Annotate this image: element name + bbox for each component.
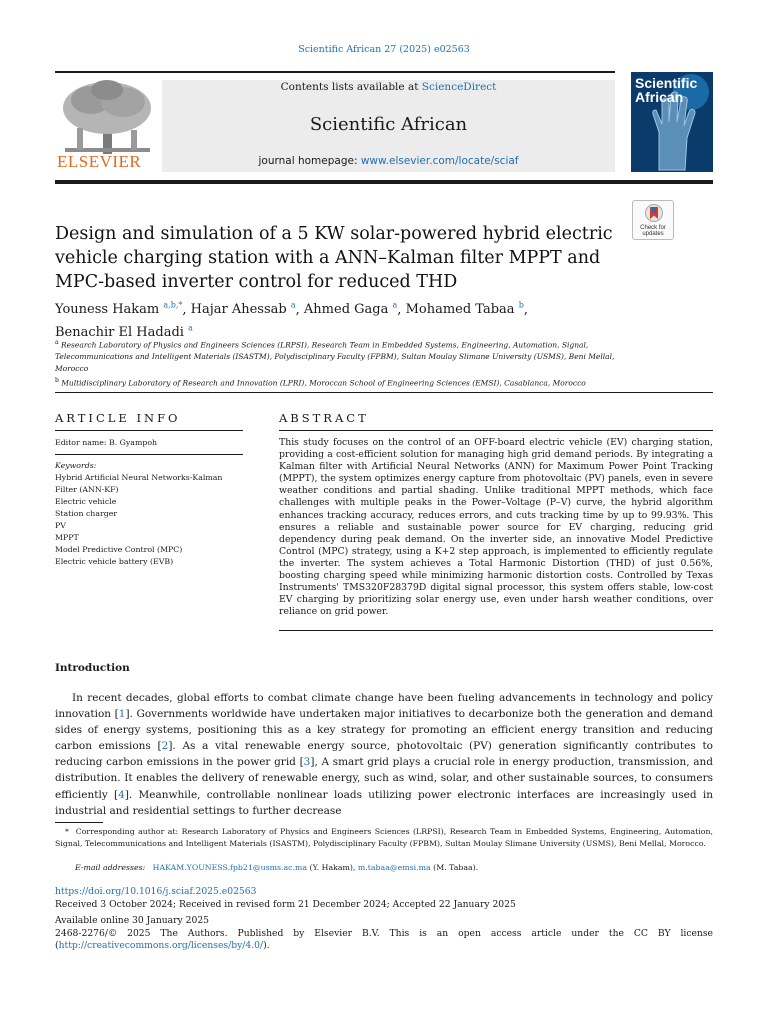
journal-homepage bbox=[162, 155, 615, 167]
citation-link[interactable]: 1 bbox=[118, 708, 126, 721]
journal-cover[interactable] bbox=[631, 72, 713, 172]
elsevier-logo bbox=[55, 78, 160, 174]
license-statement: 2468-2276/© 2025 The Authors. Published by Elsevier B.V. This is an open access article under the CC BY license bbox=[55, 928, 713, 939]
affiliation-a: $^a$ Research Laboratory of Physics and Engineers Sciences (LRPSI), Research Team in Embedded Systems, Engineering, Automation, Signal, Telecommunications and Intelligent Materials (ISASTM), Polydisciplinary Faculty (FPBM), Sultan Moulay Slimane University (USMS), Beni Mellal, Morocco bbox=[55, 339, 615, 373]
bookmark-icon bbox=[645, 204, 663, 222]
abstract-top-rule bbox=[279, 430, 713, 431]
introduction-paragraph: In recent decades, global efforts to combat climate change have been fueling advancements in technology and policy innovation [1]. Governments worldwide have undertaken major initiatives to decarbonize both the generation and demand sides of energy systems, positioning this as a key strategy for promoting an efficient energy transition and reducing carbon emissions [2]. As a vital renewable energy source, photovoltaic (PV) generation significantly contributes to reducing carbon emissions in the power grid [3], A smart grid plays a crucial role in energy production, transmission, and distribution. It enables the delivery of renewable energy, such as wind, solar, and other sustainable sources, to consumers efficiently [4]. Meanwhile, controllable nonlinear loads utilizing power electronic interfaces are increasingly used in industrial and residential settings to further decrease bbox=[55, 692, 714, 817]
online-date: Available online 30 January 2025 bbox=[55, 915, 210, 926]
author[interactable]: Youness Hakam $^{a,b,*}$ bbox=[55, 301, 183, 318]
keywords-rule bbox=[55, 454, 243, 455]
cover-title: Scientific African bbox=[635, 75, 698, 105]
email-label: E-mail addresses: bbox=[75, 863, 146, 872]
editor-name: Editor name: B. Gyampoh bbox=[55, 438, 158, 447]
elsevier-wordmark: ELSEVIER bbox=[57, 152, 142, 171]
abstract-heading: ABSTRACT bbox=[279, 411, 369, 425]
license-url-line: (http://creativecommons.org/licenses/by/4.0/). bbox=[55, 940, 270, 951]
keyword: Station charger bbox=[55, 509, 118, 518]
author[interactable]: Hajar Ahessab $^a$ bbox=[190, 301, 296, 318]
homepage-link[interactable]: www.elsevier.com/locate/sciaf bbox=[360, 155, 519, 167]
keyword-list bbox=[55, 472, 243, 568]
email-addresses: E-mail addresses: HAKAM.YOUNESS.fpb21@usms.ac.ma (Y. Hakam), m.tabaa@emsi.ma (M. Tabaa). bbox=[75, 863, 479, 872]
footnote-rule bbox=[55, 822, 103, 823]
sciencedirect-link[interactable]: ScienceDirect bbox=[421, 81, 497, 93]
article-info-rule bbox=[55, 430, 243, 431]
introduction-heading: Introduction bbox=[55, 662, 130, 674]
corresponding-author-footnote: * Corresponding author at: Research Laboratory of Physics and Engineers Sciences (LRPSI), Research Team in Embedded Systems, Engineering, Automation, Signal, Telecommunications and Intelligent Materials (ISASTM), Polydisciplinary Faculty (FPBM), Sultan Moulay Slimane University (USMS), Beni Mellal, Morocco. bbox=[55, 827, 713, 848]
citation-link[interactable]: 2 bbox=[161, 740, 169, 753]
keyword: Electric vehicle battery (EVB) bbox=[55, 557, 174, 566]
received-dates: Received 3 October 2024; Received in revised form 21 December 2024; Accepted 22 January 2025 bbox=[55, 899, 516, 910]
article-info-heading: ARTICLE INFO bbox=[55, 411, 181, 425]
elsevier-tree-icon bbox=[55, 78, 160, 156]
author-list: Youness Hakam $^{a,b,*}$, Hajar Ahessab $^a$, Ahmed Gaga $^a$, Mohamed Tabaa $^b$, Benachir El Hadadi $^a$ bbox=[55, 301, 528, 340]
doi-link[interactable]: https://doi.org/10.1016/j.sciaf.2025.e02563 bbox=[55, 886, 257, 897]
paper-title: Design and simulation of a 5 KW solar-powered hybrid electric vehicle charging station with a ANN–Kalman filter MPPT and MPC-based inverter control for reduced THD bbox=[55, 224, 613, 292]
license-link[interactable]: http://creativecommons.org/licenses/by/4.0/ bbox=[58, 940, 264, 951]
check-for-updates-label: Check for updates bbox=[640, 225, 666, 237]
keyword: MPPT bbox=[55, 533, 79, 542]
section-rule bbox=[55, 392, 713, 393]
author[interactable]: Mohamed Tabaa $^b$ bbox=[405, 301, 524, 318]
keyword: Hybrid Artificial Neural Networks-Kalman Filter (ANN-KF) bbox=[55, 473, 223, 494]
journal-title: Scientific African bbox=[309, 114, 468, 135]
abstract-bottom-rule bbox=[279, 630, 713, 631]
header-top-rule bbox=[55, 71, 615, 73]
contents-availability bbox=[162, 81, 615, 93]
citation-link[interactable]: 3 bbox=[303, 756, 311, 769]
homepage-prefix: journal homepage: bbox=[258, 155, 361, 167]
email-link[interactable]: HAKAM.YOUNESS.fpb21@usms.ac.ma bbox=[152, 863, 308, 872]
footnote-marker: * bbox=[65, 827, 69, 836]
email-link[interactable]: m.tabaa@emsi.ma bbox=[357, 863, 431, 872]
keywords-label: Keywords: bbox=[55, 461, 97, 470]
author[interactable]: Ahmed Gaga $^a$ bbox=[303, 301, 398, 318]
author[interactable]: Benachir El Hadadi $^a$ bbox=[55, 323, 193, 340]
affiliation-b: $^b$ Multidisciplinary Laboratory of Research and Innovation (LPRI), Moroccan School of Engineering Sciences (EMSI), Casablanca, Morocco bbox=[55, 377, 586, 388]
contents-prefix: Contents lists available at bbox=[280, 81, 422, 93]
running-head[interactable]: Scientific African 27 (2025) e02563 bbox=[298, 44, 470, 55]
abstract-text: This study focuses on the control of an OFF-board electric vehicle (EV) charging station, providing a cost-efficient solution for managing high grid demand periods. By integrating a Kalman filter with Artificial Neural Networks (ANN) for Maximum Power Point Tracking (MPPT), the system optimizes energy capture from photovoltaic (PV) panels, even in severe weather conditions and partial shading. Unlike traditional MPPT methods, which face challenges with multiple peaks in the Power–Voltage (P–V) curve, the hybrid algorithm enhances tracking accuracy, reduces errors, and cuts tracking time by up to 99.93%. This ensures a reliable and sustainable power source for EV charging, reducing grid dependency during peak demand. On the inverter side, an innovative Model Predictive Control (MPC) strategy, using a K+2 step approach, is implemented to efficiently regulate the inverter. The system achieves a Total Harmonic Distortion (THD) of just 0.56%, boosting charging speed while minimizing harmonic distortion costs. Controlled by Texas Instruments' TMS320F28379D digital signal processor, this system offers stable, low-cost EV charging by prioritizing solar energy use, even under harsh weather conditions, over reliance on grid power. bbox=[279, 437, 713, 618]
citation-link[interactable]: 4 bbox=[118, 788, 125, 801]
header-bottom-rule bbox=[55, 180, 713, 184]
keyword: Model Predictive Control (MPC) bbox=[55, 545, 183, 554]
keyword: Electric vehicle bbox=[55, 497, 117, 506]
keyword: PV bbox=[55, 521, 66, 530]
check-for-updates-badge[interactable] bbox=[632, 200, 674, 240]
